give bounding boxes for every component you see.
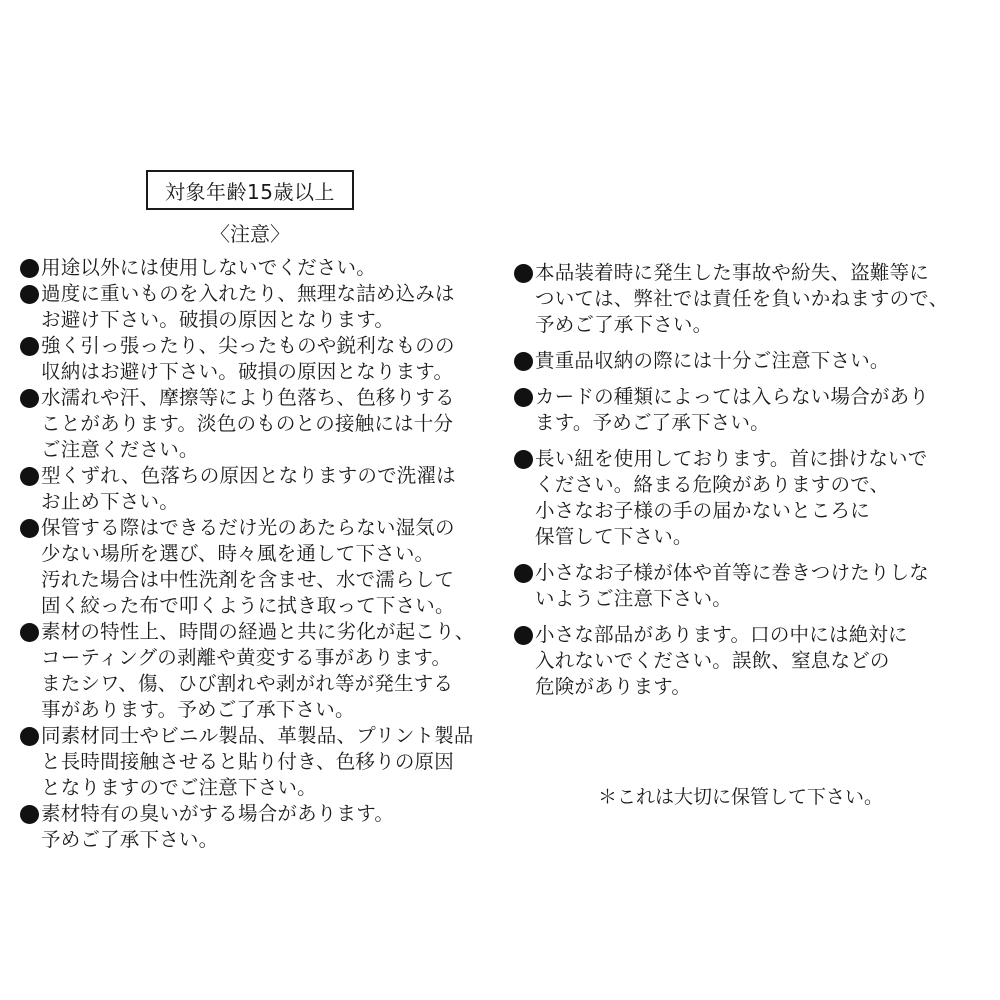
caution-line: カードの種類によっては入らない場合があり xyxy=(535,385,930,408)
bullet-icon xyxy=(20,801,41,827)
caution-line: ください。絡まる危険がありますので、 xyxy=(535,473,890,496)
caution-line: 用途以外には使用しないでください。 xyxy=(41,256,376,279)
caution-text xyxy=(535,622,984,700)
caution-line: 水濡れや汗、摩擦等により色落ち、色移りする xyxy=(41,386,455,409)
caution-item xyxy=(514,560,984,612)
caution-text xyxy=(41,333,490,385)
caution-line: 素材の特性上、時間の経過と共に劣化が起こり、 xyxy=(41,620,475,643)
bullet-icon xyxy=(514,348,535,374)
caution-text xyxy=(535,446,984,550)
caution-line: 過度に重いものを入れたり、無理な詰め込みは xyxy=(41,282,455,305)
caution-text xyxy=(41,723,490,801)
caution-line: またシワ、傷、ひび割れや剥がれ等が発生する xyxy=(41,672,454,695)
caution-text xyxy=(41,619,490,723)
bullet-icon xyxy=(20,281,41,307)
bullet-icon xyxy=(20,255,41,281)
caution-line: となりますのでご注意下さい。 xyxy=(41,776,317,799)
bullet-icon xyxy=(20,333,41,359)
caution-line: 予めご了承下さい。 xyxy=(535,313,713,336)
caution-line: 事があります。予めご了承下さい。 xyxy=(41,698,355,721)
caution-line: 保管する際はできるだけ光のあたらない湿気の xyxy=(41,516,455,539)
bullet-icon xyxy=(20,463,41,489)
caution-text xyxy=(535,260,984,338)
bullet-icon xyxy=(514,446,535,472)
caution-line: 汚れた場合は中性洗剤を含ませ、水で濡らして xyxy=(41,568,455,591)
caution-list-left xyxy=(20,255,490,853)
caution-item xyxy=(20,385,490,463)
caution-line: いようご注意下さい。 xyxy=(535,587,733,610)
caution-line: 小さな部品があります。口の中には絶対に xyxy=(535,623,908,646)
caution-list-right xyxy=(514,260,984,710)
caution-item xyxy=(514,348,984,374)
age-rating-label: 対象年齢15歳以上 xyxy=(165,179,335,204)
caution-text xyxy=(535,384,984,436)
caution-line: ご注意ください。 xyxy=(41,438,199,461)
caution-line: ことがあります。淡色のものとの接触には十分 xyxy=(41,412,454,435)
caution-line: 強く引っ張ったり、尖ったものや鋭利なものの xyxy=(41,334,455,357)
bullet-icon xyxy=(514,260,535,286)
caution-item xyxy=(514,446,984,550)
bullet-icon xyxy=(20,723,41,749)
caution-item xyxy=(514,260,984,338)
storage-footnote: ＊これは大切に保管して下さい。 xyxy=(598,786,884,808)
caution-line: 保管して下さい。 xyxy=(535,525,693,548)
caution-item xyxy=(20,463,490,515)
caution-line: 同素材同士やビニル製品、革製品、プリント製品 xyxy=(41,724,474,747)
caution-line: 素材特有の臭いがする場合があります。 xyxy=(41,802,395,825)
bullet-icon xyxy=(20,619,41,645)
caution-line: お止め下さい。 xyxy=(41,490,179,513)
bullet-icon xyxy=(514,560,535,586)
caution-line: 少ない場所を選び、時々風を通して下さい。 xyxy=(41,542,435,565)
caution-line: 危険があります。 xyxy=(535,675,692,698)
caution-line: 固く絞った布で叩くように拭き取って下さい。 xyxy=(41,594,455,617)
caution-line: お避け下さい。破損の原因となります。 xyxy=(41,308,395,331)
caution-line: と長時間接触させると貼り付き、色移りの原因 xyxy=(41,750,454,773)
caution-line: ついては、弊社では責任を負いかねますので、 xyxy=(535,287,949,310)
bullet-icon xyxy=(514,384,535,410)
caution-item xyxy=(20,619,490,723)
bullet-icon xyxy=(20,515,41,541)
age-rating-box xyxy=(146,170,354,210)
caution-item xyxy=(514,384,984,436)
caution-line: 収納はお避け下さい。破損の原因となります。 xyxy=(41,360,454,383)
caution-text xyxy=(41,385,490,463)
caution-text xyxy=(41,281,490,333)
caution-item xyxy=(20,333,490,385)
caution-line: 小さなお子様の手の届かないところに xyxy=(535,499,870,522)
caution-text xyxy=(41,255,490,281)
caution-text xyxy=(535,348,984,374)
caution-line: 小さなお子様が体や首等に巻きつけたりしな xyxy=(535,561,930,584)
caution-item xyxy=(20,723,490,801)
caution-text xyxy=(535,560,984,612)
caution-item xyxy=(20,801,490,853)
caution-line: 長い紐を使用しております。首に掛けないで xyxy=(535,447,928,470)
caution-text xyxy=(41,515,490,619)
bullet-icon xyxy=(514,622,535,648)
caution-line: 予めご了承下さい。 xyxy=(41,828,219,851)
caution-line: コーティングの剥離や黄変する事があります。 xyxy=(41,646,452,669)
caution-line: 本品装着時に発生した事故や紛失、盗難等に xyxy=(535,261,930,284)
caution-line: ます。予めご了承下さい。 xyxy=(535,411,770,434)
bullet-icon xyxy=(20,385,41,411)
caution-line: 入れないでください。誤飲、窒息などの xyxy=(535,649,890,672)
caution-text xyxy=(41,463,490,515)
caution-item xyxy=(514,622,984,700)
caution-text xyxy=(41,801,490,853)
caution-heading: 〈注意〉 xyxy=(210,222,290,246)
caution-line: 貴重品収納の際には十分ご注意下さい。 xyxy=(535,349,890,372)
caution-item xyxy=(20,255,490,281)
caution-item xyxy=(20,281,490,333)
caution-line: 型くずれ、色落ちの原因となりますので洗濯は xyxy=(41,464,456,487)
caution-item xyxy=(20,515,490,619)
